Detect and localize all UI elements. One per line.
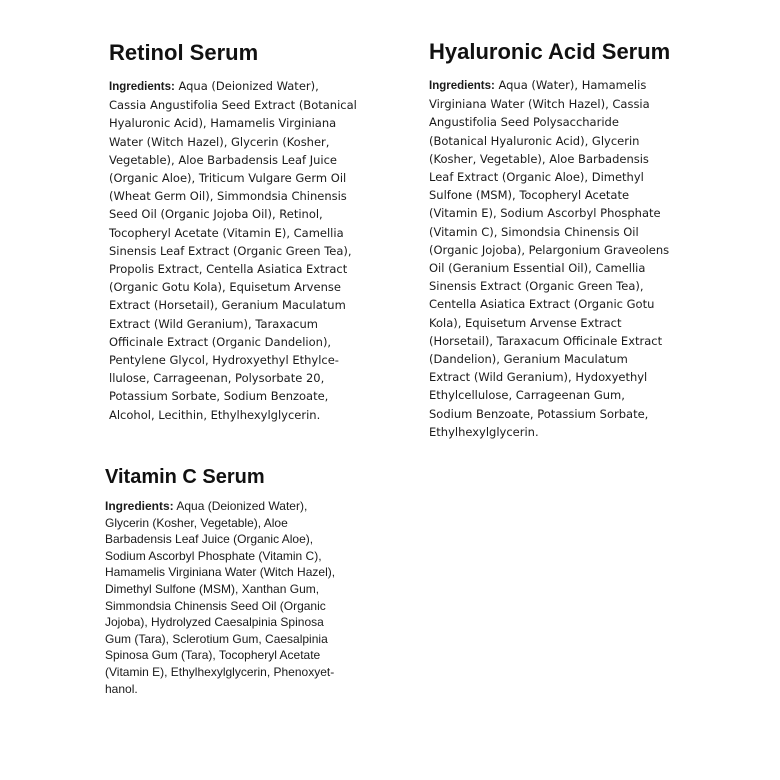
- ingredients-label: Ingredients:: [105, 499, 174, 513]
- ingredients-list: [429, 76, 729, 441]
- product-vitamin-c-serum: [105, 467, 405, 697]
- ingredients-list: [109, 77, 409, 424]
- ingredients-text: Aqua (Deionized Water), Glycerin (Kosher, Vegetable), Aloe Barbadensis Leaf Juice (Organic Aloe), Sodium Ascorbyl Phosphate (Vitamin C), Hamamelis Virginiana Water (Witch Hazel), Dimethyl Sulfone (MSM), Xanthan Gum, Simmondsia Chinensis Seed Oil (Organic Jojoba), Hydrolyzed Caesalpinia Spinosa Gum (Tara), Sclerotium Gum, Caesalpinia Spinosa Gum (Tara), Tocopheryl Acetate (Vitamin E), Ethylhexylglycerin, Phenoxyet- hanol.: [105, 499, 336, 696]
- product-title: Hyaluronic Acid Serum: [429, 39, 671, 64]
- product-hyaluronic-acid-serum: [429, 41, 729, 441]
- ingredients-label: Ingredients:: [109, 81, 175, 93]
- ingredients-label: Ingredients:: [429, 80, 495, 92]
- ingredients-text: Aqua (Water), Hamamelis Virginiana Water (Witch Hazel), Cassia Angustifolia Seed Polysaccharide (Botanical Hyaluronic Acid), Glycerin (Kosher, Vegetable), Aloe Barbadensis Leaf Extract (Organic Aloe), Dimethyl Sulfone (MSM), Tocopheryl Acetate (Vitamin E), Sodium Ascorbyl Phosphate (Vitamin C), Simondsia Chinensis Oil (Organic Jojoba), Pelargonium Graveolens Oil (Geranium Essential Oil), Camellia Sinensis Extract (Organic Green Tea), Centella Asiatica Extract (Organic Gotu Kola), Equisetum Arvense Extract (Horsetail), Taraxacum Officinale Extract (Dandelion), Geranium Maculatum Extract (Wild Geranium), Hydoxyethyl Ethylcellulose, Carrageenan Gum, Sodium Benzoate, Potassium Sorbate, Ethylhexylglycerin.: [429, 78, 670, 439]
- product-title: Vitamin C Serum: [105, 466, 265, 488]
- product-retinol-serum: [109, 42, 409, 424]
- product-title: Retinol Serum: [109, 40, 259, 65]
- ingredients-text: Aqua (Deionized Water), Cassia Angustifolia Seed Extract (Botanical Hyaluronic Acid), Hamamelis Virginiana Water (Witch Hazel), Glycerin (Kosher, Vegetable), Aloe Barbadensis Leaf Juice (Organic Aloe), Triticum Vulgare Germ Oil (Wheat Germ Oil), Simmondsia Chinensis Seed Oil (Organic Jojoba Oil), Retinol, Tocopheryl Acetate (Vitamin E), Camellia Sinensis Leaf Extract (Organic Green Tea), Propolis Extract, Centella Asiatica Extract (Organic Gotu Kola), Equisetum Arvense Extract (Horsetail), Geranium Maculatum Extract (Wild Geranium), Taraxacum Officinale Extract (Organic Dandelion), Pentylene Glycol, Hydroxyethyl Ethylce- llulose, Carrageenan, Polysorbate 20, Potassium Sorbate, Sodium Benzoate, Alcohol, Lecithin, Ethylhexylglycerin.: [109, 79, 357, 422]
- ingredients-list: [105, 498, 405, 697]
